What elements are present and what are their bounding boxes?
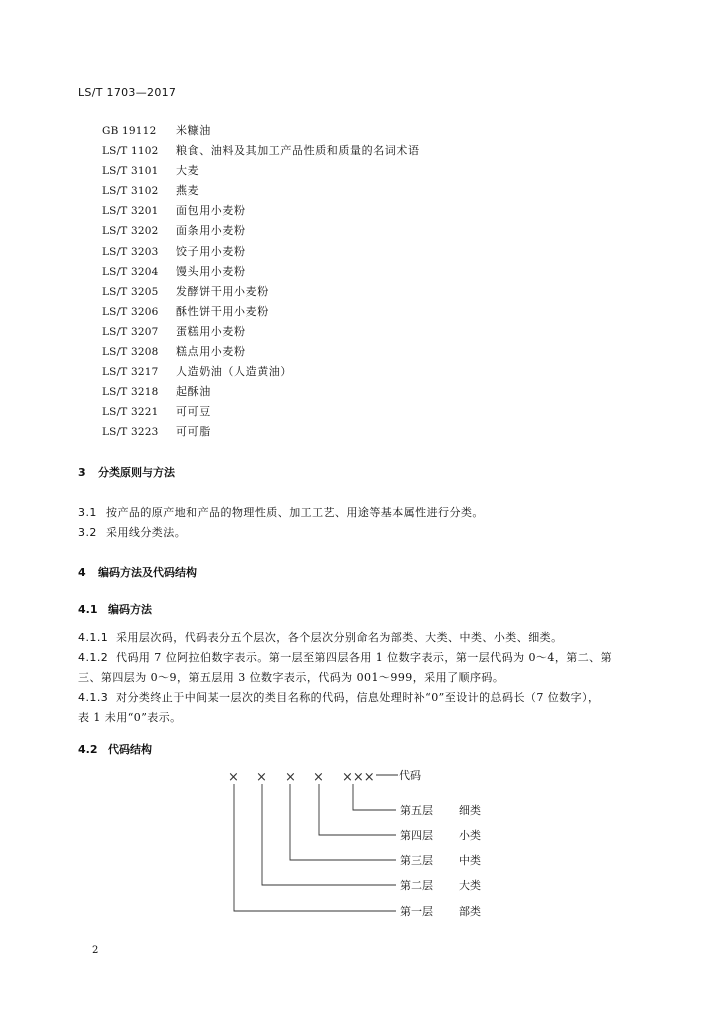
reference-title: 人造奶油（人造黄油） xyxy=(176,365,292,379)
reference-item xyxy=(102,201,420,221)
reference-item xyxy=(102,161,420,181)
level-4-category: 小类 xyxy=(459,829,481,842)
reference-code: LS/T 3102 xyxy=(102,185,159,198)
reference-code: LS/T 3223 xyxy=(102,426,159,439)
level-5-connector xyxy=(353,784,396,810)
section-title: 分类原则与方法 xyxy=(98,466,175,479)
reference-code: LS/T 3206 xyxy=(102,305,159,318)
clause-text-line-2: 表 1 未用“0”表示。 xyxy=(78,711,182,724)
reference-item xyxy=(102,322,420,342)
reference-code: LS/T 3208 xyxy=(102,346,159,359)
reference-title: 大麦 xyxy=(176,164,200,178)
subsection-4-2-heading xyxy=(78,741,152,757)
reference-code: LS/T 3218 xyxy=(102,386,159,399)
section-title: 编码方法及代码结构 xyxy=(98,566,197,579)
reference-item xyxy=(102,402,420,422)
clause-number: 4.1.3 xyxy=(78,691,109,704)
reference-code: LS/T 1102 xyxy=(102,145,159,158)
clause-text: 采用线分类法。 xyxy=(106,526,187,539)
level-2-connector xyxy=(262,784,396,885)
reference-title: 可可脂 xyxy=(176,425,211,439)
level-2-layer: 第二层 xyxy=(400,879,433,892)
level-3-layer: 第三层 xyxy=(400,854,433,867)
reference-item xyxy=(102,282,420,302)
section-number: 4 xyxy=(78,566,86,579)
clause-number: 4.1.1 xyxy=(78,631,109,644)
reference-title: 酥性饼干用小麦粉 xyxy=(176,304,269,318)
reference-code: LS/T 3217 xyxy=(102,366,159,379)
reference-item xyxy=(102,422,420,442)
subsection-title: 代码结构 xyxy=(108,743,152,756)
clause-number: 3.1 xyxy=(78,506,97,519)
reference-code: LS/T 3204 xyxy=(102,265,159,278)
level-5-layer: 第五层 xyxy=(400,804,433,817)
section-4-heading xyxy=(78,564,197,580)
clause-4-1-2-continued xyxy=(78,669,504,685)
reference-title: 蛋糕用小麦粉 xyxy=(176,324,246,338)
reference-title: 燕麦 xyxy=(176,184,200,198)
reference-code: LS/T 3205 xyxy=(102,285,159,298)
clause-text-line-2: 三、第四层为 0～9，第五层用 3 位数字表示，代码为 001～999，采用了顺序码。 xyxy=(78,671,505,684)
level-3-connector xyxy=(290,784,396,860)
clause-4-1-3 xyxy=(78,689,600,705)
reference-title: 可可豆 xyxy=(176,405,211,419)
reference-code: LS/T 3221 xyxy=(102,406,159,419)
subsection-4-1-heading xyxy=(78,601,152,617)
subsection-number: 4.1 xyxy=(78,603,98,616)
reference-item xyxy=(102,141,420,161)
level-3-category: 中类 xyxy=(459,854,481,867)
reference-title: 米糠油 xyxy=(176,124,211,137)
clause-text: 采用层次码，代码表分五个层次，各个层次分别命名为部类、大类、中类、小类、细类。 xyxy=(116,631,563,644)
clause-4-1-3-continued xyxy=(78,709,182,725)
clause-text: 按产品的原产地和产品的物理性质、加工工艺、用途等基本属性进行分类。 xyxy=(106,506,484,519)
reference-title: 起酥油 xyxy=(176,385,211,399)
code-structure-diagram xyxy=(0,760,724,930)
code-label: 代码 xyxy=(399,769,421,782)
reference-title: 面包用小麦粉 xyxy=(176,204,246,218)
level-4-connector xyxy=(319,784,396,835)
reference-item xyxy=(102,121,420,141)
clause-text-line-1: 对分类终止于中间某一层次的类目名称的代码，信息处理时补“0”至设计的总码长（7 位数字）， xyxy=(116,691,600,704)
code-mark-2: × xyxy=(256,770,267,785)
reference-title: 粮食、油料及其加工产品性质和质量的名词术语 xyxy=(176,144,420,158)
level-4-layer: 第四层 xyxy=(400,829,433,842)
level-1-connector xyxy=(234,784,396,911)
level-1-layer: 第一层 xyxy=(400,905,433,918)
reference-item xyxy=(102,342,420,362)
clause-number: 4.1.2 xyxy=(78,651,109,664)
reference-title: 糕点用小麦粉 xyxy=(176,345,246,359)
level-5-category: 细类 xyxy=(459,804,481,817)
code-mark-5: ××× xyxy=(342,770,375,785)
clause-4-1-1 xyxy=(78,629,563,645)
clause-number: 3.2 xyxy=(78,526,97,539)
subsection-number: 4.2 xyxy=(78,743,98,756)
normative-references-list xyxy=(102,121,420,443)
reference-code: LS/T 3202 xyxy=(102,225,159,238)
section-3-heading xyxy=(78,464,175,480)
level-2-category: 大类 xyxy=(459,879,481,892)
clause-3-1 xyxy=(78,504,484,520)
clause-4-1-2 xyxy=(78,649,612,665)
reference-title: 馒头用小麦粉 xyxy=(176,264,246,278)
reference-item xyxy=(102,262,420,282)
reference-item xyxy=(102,362,420,382)
code-mark-3: × xyxy=(285,770,296,785)
reference-code: LS/T 3207 xyxy=(102,325,159,338)
reference-title: 面条用小麦粉 xyxy=(176,224,246,238)
reference-item xyxy=(102,382,420,402)
section-number: 3 xyxy=(78,466,86,479)
page-number: 2 xyxy=(92,945,99,956)
level-1-category: 部类 xyxy=(459,905,481,918)
reference-code: LS/T 3201 xyxy=(102,205,159,218)
reference-title: 饺子用小麦粉 xyxy=(176,244,246,258)
reference-code: GB 19112 xyxy=(102,125,157,137)
reference-item xyxy=(102,242,420,262)
reference-item xyxy=(102,302,420,322)
clause-3-2 xyxy=(78,524,186,540)
reference-code: LS/T 3101 xyxy=(102,165,159,178)
clause-text-line-1: 代码用 7 位阿拉伯数字表示。第一层至第四层各用 1 位数字表示，第一层代码为 0～4，第二、第 xyxy=(116,651,613,664)
code-mark-1: × xyxy=(228,770,239,785)
reference-item xyxy=(102,221,420,241)
subsection-title: 编码方法 xyxy=(108,603,152,616)
code-mark-4: × xyxy=(313,770,324,785)
reference-code: LS/T 3203 xyxy=(102,245,159,258)
reference-item xyxy=(102,181,420,201)
standard-code-header: LS/T 1703—2017 xyxy=(78,86,177,99)
reference-title: 发酵饼干用小麦粉 xyxy=(176,284,269,298)
